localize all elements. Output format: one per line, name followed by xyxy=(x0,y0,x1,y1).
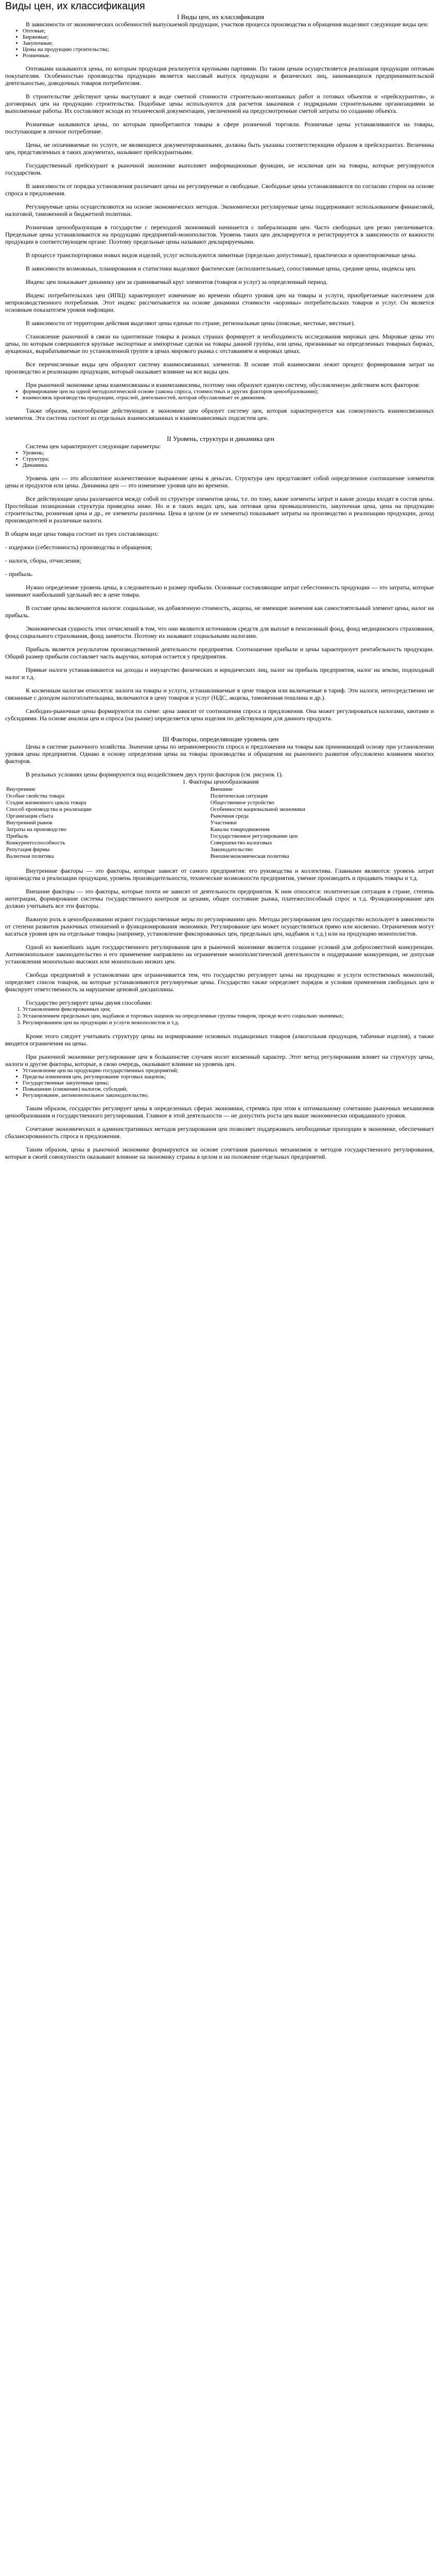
section-3-title: III Факторы, определяющие уровень цен xyxy=(162,735,279,743)
methods-list xyxy=(5,1067,436,1098)
price-types-list xyxy=(5,28,436,59)
table-row xyxy=(5,813,436,820)
paragraph: Становление рыночной в связи на однотипные товары в разных странах формирует и необходимость исследования мировых цен. Мировые цены это цены, по которым совершаются крупные экспортные и импортные сделки на товары данной группы, или цены, признанные на определенных товарных биржах, аукционах, вырабатываемые по установленной группе в ценах мирового рынка с отставанием и мировых ценах. xyxy=(5,333,434,354)
paragraph: При рыночной экономике цены взаимосвязаны и взаимозависимы, поэтому они образуют единую систему, обусловленную действием всех факторов: xyxy=(26,381,420,388)
table-cell: Прибыль xyxy=(6,833,28,839)
paragraph: Система цен характеризует следующие параметры: xyxy=(26,443,161,450)
list-item: • Установление цен на продукцию государственных предприятий; xyxy=(23,1067,436,1074)
table-cell: Особенности национальной экономики xyxy=(210,806,305,812)
paragraph: В зависимости от территории действия выделяют цены единые по стране, региональные цены (поясные, местные, местные). xyxy=(26,319,355,327)
table-row xyxy=(5,806,436,813)
list-item: • Оптовые; xyxy=(23,28,436,34)
table-cell: Законодательство xyxy=(210,846,253,853)
system-list xyxy=(5,388,436,401)
paragraph: Индекс цен показывает динамику цен за сравниваемый круг элементов (товаров и услуг) за определенный период. xyxy=(26,278,328,285)
paragraph: В зависимости возможных, планирования и статистики выделяют фактические (исполнительные), сопоставимые цены, средние цены, индексы цен. xyxy=(26,265,417,272)
paragraph: Свободно-рыночные цены формируются по схеме: цена зависит от соотношения спроса и предложения. Она может регулироваться налогами, квотами и субсидиями. На основе анализа цен и спроса (на рынке) определяется цена изделия по действующим для данного продукта. xyxy=(5,707,434,722)
table-cell: Внутренние xyxy=(6,786,36,792)
table-cell: Политическая ситуация xyxy=(210,793,268,799)
list-item: • Регулирование, антимонопольное законодательство. xyxy=(23,1092,436,1098)
table-row xyxy=(5,833,436,840)
table-cell: Каналы товародвижения xyxy=(210,826,270,833)
table-row xyxy=(5,826,436,833)
table-row xyxy=(5,840,436,846)
paragraph: Индекс потребительских цен (ИПЦ) характеризует изменение во времени общего уровня цен на товары и услуги, приобретаемые населением для непроизводственного потребления. Этот индекс рассчитывается на основе динамики стоимости «корзины» потребительских товаров и услуг. Он является основным показателем уровня инфляции. xyxy=(5,292,434,313)
paragraph: При рыночной экономике регулирование цен в большинстве случаев носит косвенный характер. Этот метод регулирования влияет на структуру цены, налоги и другие факторы, которые, в свою очередь, оказывают влияние на уровень цен. xyxy=(5,1053,434,1067)
list-item: • Пределы изменения цен, регулирование торговых наценок; xyxy=(23,1074,436,1080)
paragraph: Цены, не оплачиваемые по услуге, не являющиеся документированными, должны быть указаны соответствующим образом в прейскурантах. Величины цен, представленных в таких документах, называют прейскурантными. xyxy=(5,141,434,156)
table-cell: Внешние xyxy=(210,786,233,792)
table-cell: Совершенство налоговых xyxy=(210,840,272,846)
paragraph: Розничная ценообразующая в государстве с переходной экономикой начинается с либерализации цен. Часто свободных цен резко увеличивается. Предельные цены устанавливаются на продукцию предприятий-монополистов. Уровень таких цен декларируется и регистрируется в зависимости от важности продукции в соответствующем органе. Поэтому предельные цены называют декларируемыми. xyxy=(5,224,434,245)
table-cell: Участники xyxy=(210,820,237,826)
table-cell: Затраты на производство xyxy=(6,826,66,833)
table-row xyxy=(5,786,436,793)
table-cell: Внешнеэкономическая политика xyxy=(210,853,289,859)
paragraph: Важную роль в ценообразовании играют государственные меры по регулированию цен. Методы регулирования цен государство использует в зависимости от степени развития рыночных отношений и функционирования экономики. Регулирование цен может осуществляться прямо или косвенно. Ограничения могут касаться уровня цен на отдельные товары (например, установление фиксированных цен, предельных цен, надбавок и т.д.) или на продукцию монополистов. xyxy=(5,916,434,937)
parameters-list xyxy=(5,450,436,468)
paragraph: Таким образом, цены в рыночной экономике формируются на основе сочетания рыночных механизмов и методов государственного регулирования, которые в своей совокупности оказывают влияние на экономику страны в целом и на положение отдельных предприятий. xyxy=(5,1146,434,1160)
paragraph: Государственный прейскурант в рыночной экономике выполняет информационные функции, не исключая цен на товары, которые регулируются государством. xyxy=(5,162,434,176)
paragraph: В реальных условиях цены формируются под воздействием двух групп факторов (см. рисунок 1). xyxy=(26,771,283,778)
page-title: Виды цен, их классификация xyxy=(5,1,145,12)
table-cell: Особые свойства товара xyxy=(6,793,65,799)
paragraph: В зависимости от экономических особенностей выпускаемой продукции, участков процесса производства и обращения выделяют следующие виды цен: xyxy=(26,21,429,28)
paragraph: Оптовыми называются цены, по которым продукция реализуется крупными партиями. По таким ценам осуществляется реализация продукции оптовым покупателям. Особенностью производства продукции является массовый выпуск продукции и физических лиц, занимающихся предпринимательской деятельностью, доводочных товаров потребителям. xyxy=(5,65,434,87)
table-cell: Репутация фирмы xyxy=(6,846,50,853)
table-row xyxy=(5,853,436,860)
paragraph: В общем виде цена товара состоит из трех составляющих: xyxy=(5,530,159,537)
figure-caption: 1. Факторы ценообразования xyxy=(182,778,259,785)
table-cell: Организация сбыта xyxy=(6,813,54,819)
table-row xyxy=(5,846,436,853)
table-row xyxy=(5,800,436,806)
list-item: • Розничные. xyxy=(23,53,436,59)
paragraph: Таким образом, государство регулирует цены в определенных сферах экономики, стремясь при этом к оптимальному сочетанию рыночных механизмов ценообразования и государственного регулирования. Главное в этой деятельности — не допустить роста цен выше экономически оправданного уровня. xyxy=(5,1105,434,1119)
table-row xyxy=(5,820,436,826)
table-cell: Государственное регулирование цен xyxy=(210,833,298,839)
paragraph: Внешние факторы — это факторы, которые почти не зависят от деятельности предприятия. К ним относятся: политическая ситуация в стране, степень интеграции, формирование системы государственного контроля за ценами, общее состояние рынка, платежеспособный спрос и т.д. Функционирование цен должно учитывать все эти факторы. xyxy=(5,888,434,909)
list-item: • Биржевые; xyxy=(23,34,436,40)
paragraph: К косвенным налогам относятся: налоги на товары и услуги, устанавливаемые в цене товаров или включаемые в тариф. Эти налоги, непосредственно не связанные с доходом налогоплательщика, включаются в цену товаров и услуг (НДС, акцизы, таможенная пошлина и др.). xyxy=(5,687,434,701)
paragraph: Уровень цен — это абсолютное количественное выражение цены в деньгах. Структура цен представляет собой определенное соотношение элементов цены и продуктов или цены. Динамика цен — это изменение уровня цен во времени. xyxy=(5,474,434,489)
list-item: • Цены на продукцию строительства; xyxy=(23,46,436,53)
paragraph: В строительстве действуют цены выступают в виде сметной стоимости строительно-монтажных работ и готовых объектов и «прейскурантов», и договорных цен на продукцию строительства. Подобные цены используются для расчетов заказчиков с подрядными строительными организациями за выполненные работы. Их составляют исходя из технической документации, увеличенной на предусмотренные сметой затраты по созданию объекта. xyxy=(5,93,434,114)
table-cell: Конкурентоспособность xyxy=(6,840,65,846)
paragraph: Сочетание экономических и административных методов регулирования цен позволяет поддерживать необходимые пропорции в экономике, обеспечивает сбалансированность спроса и предложения. xyxy=(5,1125,434,1140)
paragraph: Прямые налоги устанавливаются на доходы и имущество физических и юридических лиц, налог на прибыль предприятия, налог на землю, подоходный налог и т.д. xyxy=(5,666,434,681)
paragraph: Цены в системе рыночного хозяйства. Значения цены по неравномерности спроса и предложения на товары как принимающий основу при установлении уровня цены предприятия. Однако в основу определения цены на товары производства и обращения на рыночного развития обусловлено влиянием многих факторов. xyxy=(5,743,434,765)
factors-table xyxy=(5,786,436,860)
list-item: • Уровень; xyxy=(23,450,436,456)
table-cell: Внутренний рынок xyxy=(6,820,53,826)
paragraph: Государство регулирует цены двумя способами: xyxy=(26,999,152,1006)
paragraph: В процессе транспортировки новых видов изделий, услуг используются лимитные (предельно допустимые), практически и ориентировочные цены. xyxy=(26,251,417,259)
list-item: • взаимосвязь производства продукции, отраслей, деятельностей, которая обуславливает ее движения. xyxy=(23,395,436,401)
paragraph: - прибыль. xyxy=(5,570,33,578)
list-item: • Структура; xyxy=(23,456,436,462)
paragraph: Регулируемые цены осуществляются на основе экономических методов. Экономически регулируемые цены поддерживают использованием финансовой, налоговой, таможенной и бюджетной политики. xyxy=(5,203,434,217)
table-cell: Рыночная среда xyxy=(210,813,249,819)
paragraph: Кроме этого следует учитывать структуру цены на нормирование основных подакцизных товаров (алкогольная продукция, табачные изделия), а также вводятся ограничения на цены. xyxy=(5,1032,434,1047)
paragraph: В составе цены включаются налоги: социальные, на добавленную стоимость, акцизы, не имеющие значения как самостоятельный элемент цены, налог на прибыль. xyxy=(5,604,434,619)
list-item: • Государственные закупочные цены; xyxy=(23,1080,436,1086)
list-item: • формирование цен на одной методологической основе (закона спроса, стоимостных и других факторов ценообразования); xyxy=(23,388,436,395)
paragraph: - издержки (себестоимость) производства и обращения; xyxy=(5,544,152,551)
paragraph: Свобода предприятий в установлении цен ограничивается тем, что государство регулирует цены на продукцию и услуги естественных монополий, определяет список товаров, на которые устанавливаются регулируемые цены. Государство также определяет порядок и условия применения свободных цен и фиксирует ответственность за нарушение ценовой дисциплины. xyxy=(5,971,434,993)
table-cell: Способ производства и реализации xyxy=(6,806,92,812)
list-item: • Повышение (снижение) налогов, субсидий; xyxy=(23,1086,436,1092)
list-item: 3. Регулированием цен на продукцию и услуги монополистов и т.д. xyxy=(23,1020,436,1026)
table-cell: Стадия жизненного цикла товара xyxy=(6,800,86,806)
section-2-title: II Уровень, структура и динамика цен xyxy=(167,435,274,443)
paragraph: Все перечисленные виды цен образуют систему взаимосвязанных элементов. В основе этой взаимосвязи лежит процесс формирования затрат на производство и реализацию продукции, который оказывает влияние на все виды цен. xyxy=(5,361,434,375)
section-1-title: I Виды цен, их классификация xyxy=(177,13,264,21)
paragraph: В зависимости от порядка установления различают цены на регулируемые и свободные. Свободные цены устанавливаются по согласию сторон на основе спроса и предложения. xyxy=(5,182,434,197)
table-cell: Общественное устройство xyxy=(210,800,275,806)
list-item: 1. Установлением фиксированных цен; xyxy=(23,1006,436,1013)
paragraph: Розничные называются цены, по которым приобретаются товары в сфере розничной торговли. Розничные цены устанавливаются на товары, поступающие в личное потребление. xyxy=(5,121,434,135)
list-item: 2. Установлением предельных цен, надбавок и торговых наценок на определенные группы товаров, прежде всего социально значимых; xyxy=(23,1013,436,1020)
table-cell: Валютная политика xyxy=(6,853,54,859)
list-item: • Закупочные; xyxy=(23,40,436,46)
paragraph: Прибыль является результатом производственной деятельности предприятия. Соотношение прибыли и цены характеризует рентабельность продукции. Общий размер прибыли составляет часть выручки, которая остается у предприятия. xyxy=(5,646,434,660)
list-item: • Динамика. xyxy=(23,462,436,468)
paragraph: Одной из важнейших задач государственного регулирования цен в рыночной экономике является создание условий для добросовестной конкуренции. Антимонопольное законодательство и его применение направлено на ограничение монополистической деятельности и поддержание конкуренции, не допуская установления монопольно высоких или монопольно низких цен. xyxy=(5,943,434,965)
paragraph: Все действующие цены различаются между собой по структуре элементов цены, т.е. по тому, какие элементы затрат и какие доходы входят в состав цены. Простейшая позиционная структура приведена ниже. Но и в таких видах цен, как оптовая цена промышленности, закупочная цена, цена на продукцию строительства, розничная цена и др., ее элементы различны. Цена в целом (и ее элементы) показывает затраты на производство и реализацию продукции, доход производителей и различные налоги. xyxy=(5,495,434,524)
paragraph: Также образом, многообразие действующих в экономике цен образует систему цен, которая характеризуется как совокупность взаимосвязанных элементов. Эта система состоит из отдельных взаимосвязанных и взаимозависимых подсистем цен. xyxy=(5,407,434,421)
paragraph: Экономическая сущность этих отчислений в том, что они являются источником средств для выплат в пенсионный фонд, фонд медицинского страхования, фонд социального страхования, фонд занятости. Поэтому их называют социальными налогами. xyxy=(5,625,434,639)
paragraph: Нужно определение уровень цены, в следовательно и размер прибыли. Основные составляющие затрат себестоимость продукции — это затраты, которые занимают наибольший удельный вес в цене товара. xyxy=(5,584,434,598)
table-row xyxy=(5,793,436,800)
regulation-list xyxy=(5,1006,436,1026)
paragraph: - налоги, сборы, отчисления; xyxy=(5,557,81,564)
paragraph: Внутренние факторы — это факторы, которые зависят от самого предприятия: его руководства и коллектива. Главными являются: уровень затрат производства и реализации продукции, уровень производительности, технические возможности предприятия, умение производить и продавать товары и т.д. xyxy=(5,867,434,882)
